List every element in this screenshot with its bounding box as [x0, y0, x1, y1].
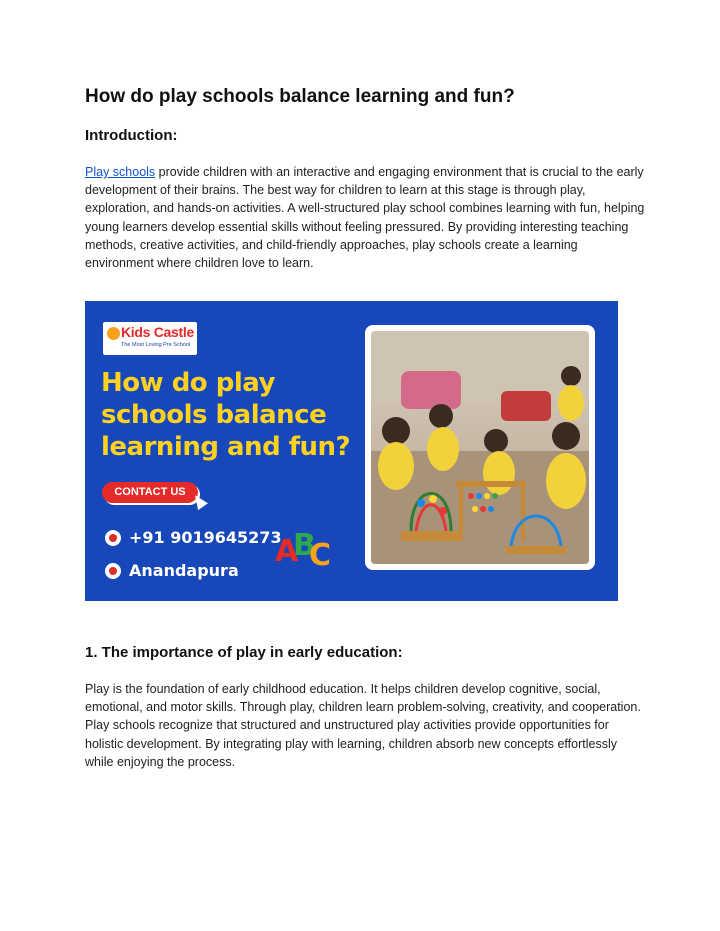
banner-headline	[101, 367, 350, 463]
intro-heading: Introduction:	[85, 127, 178, 144]
section-1-heading: 1. The importance of play in early education:	[85, 644, 403, 661]
photo-scene	[371, 331, 589, 564]
contact-us-button[interactable]: CONTACT US	[102, 482, 198, 503]
intro-paragraph	[85, 163, 645, 272]
location-pin-icon	[105, 563, 121, 579]
abc-letter-b: B	[293, 528, 316, 563]
phone-number: +91 9019645273	[129, 528, 282, 547]
sun-icon	[107, 327, 120, 340]
abc-letter-a: A	[275, 534, 299, 569]
abc-letter-c: C	[309, 538, 332, 573]
children-playing-photo	[365, 325, 595, 570]
headline-line-1: How do play	[101, 368, 275, 398]
section-1-paragraph: Play is the foundation of early childhood education. It helps children develop cognitive, social, emotional, and motor skills. Through play, children learn problem-solving, creativity, and cooperation. Play schools recognize that structured and unstructured play activities provide opportunities for holistic development. By integrating play with learning, children absorb new concepts effortlessly while enjoying the process.	[85, 682, 641, 769]
page-title: How do play schools balance learning and fun?	[85, 86, 515, 107]
location-name: Anandapura	[129, 561, 239, 580]
abc-blocks-icon	[275, 528, 335, 573]
headline-line-2: schools balance	[101, 400, 327, 430]
photo-illustration	[371, 331, 589, 564]
logo-tagline: The Most Loving Pre School	[121, 342, 191, 348]
play-schools-link[interactable]: Play schools	[85, 165, 156, 179]
headline-line-3: learning and fun?	[101, 432, 351, 462]
logo-brand: Kids Castle	[121, 324, 194, 340]
promo-banner	[85, 301, 618, 601]
intro-text: provide children with an interactive and engaging environment that is crucial to the early development of their brains. The best way for children to learn at this stage is through play, exploration, and hands-on activities. A well-structured play school combines learning with fun, helping young learners develop essential skills without feeling pressured. By providing interesting teaching methods, creative activities, and child-friendly approaches, play schools create a learning environment where children love to learn.	[85, 165, 645, 271]
kids-castle-logo	[103, 322, 197, 355]
phone-icon	[105, 530, 121, 546]
